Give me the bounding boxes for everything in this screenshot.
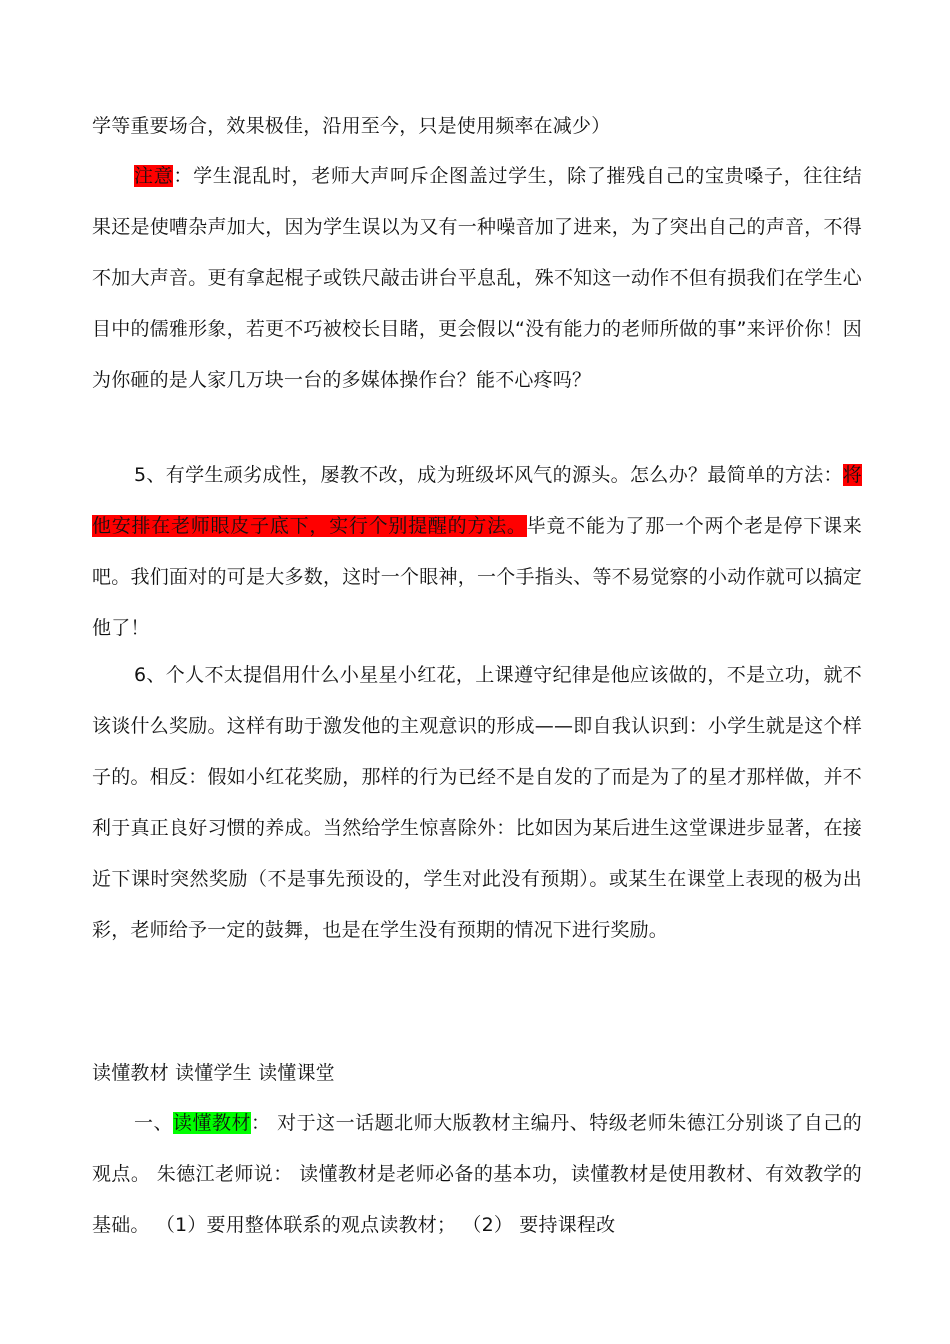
section-one-pre: 一、 xyxy=(134,1112,174,1134)
item5-highlight: 将他安排在老师眼皮子底下，实行个别提醒的方法。 xyxy=(92,464,862,537)
paragraph-continuation: 学等重要场合，效果极佳，沿用至今，只是使用频率在减少） xyxy=(92,115,611,137)
section-one-highlight: 读懂教材 xyxy=(173,1112,252,1134)
item5-text-pre: 5、有学生顽劣成性，屡教不改，成为班级坏风气的源头。怎么办？最简单的方法： xyxy=(134,464,843,486)
paragraph-item-5 xyxy=(92,450,862,654)
note-label-highlight: 注意 xyxy=(134,165,174,187)
paragraph-item-6: 6、个人不太提倡用什么小星星小红花，上课遵守纪律是他应该做的，不是立功，就不该谈什么奖励。这样有助于激发他的主观意识的形成——即自我认识到：小学生就是这个样子的。相反：假如小红花奖励，那样的行为已经不是自发的了而是为了的星才那样做，并不利于真正良好习惯的养成。当然给学生惊喜除外：比如因为某后进生这堂课进步显著，在接近下课时突然奖励（不是事先预设的，学生对此没有预期）。或某生在课堂上表现的极为出彩，老师给予一定的鼓舞，也是在学生没有预期的情况下进行奖励。 xyxy=(92,664,862,941)
paragraph-note xyxy=(92,151,862,406)
section-one-text: ： 对于这一话题北师大版教材主编丹、特级老师朱德江分别谈了自己的观点。 朱德江老师说： 读懂教材是老师必备的基本功，读懂教材是使用教材、有效教学的基础。 （1）要用整体联系的观点读教材； （2） 要持课程改 xyxy=(92,1112,862,1236)
item5-text-post: 毕竟不能为了那一个两个老是停下课来吧。我们面对的可是大多数，这时一个眼神，一个手指头、等不易觉察的小动作就可以搞定他了！ xyxy=(92,515,862,639)
paragraph-section-one xyxy=(92,1098,862,1251)
section-heading: 读懂教材 读懂学生 读懂课堂 xyxy=(92,1062,335,1084)
note-text: ：学生混乱时，老师大声呵斥企图盖过学生，除了摧残自己的宝贵嗓子，往往结果还是使嘈杂声加大，因为学生误以为又有一种噪音加了进来，为了突出自己的声音，不得不加大声音。更有拿起棍子或铁尺敲击讲台平息乱，殊不知这一动作不但有损我们在学生心目中的儒雅形象，若更不巧被校长目睹，更会假以“没有能力的老师所做的事”来评价你！因为你砸的是人家几万块一台的多媒体操作台？能不心疼吗？ xyxy=(92,165,862,391)
